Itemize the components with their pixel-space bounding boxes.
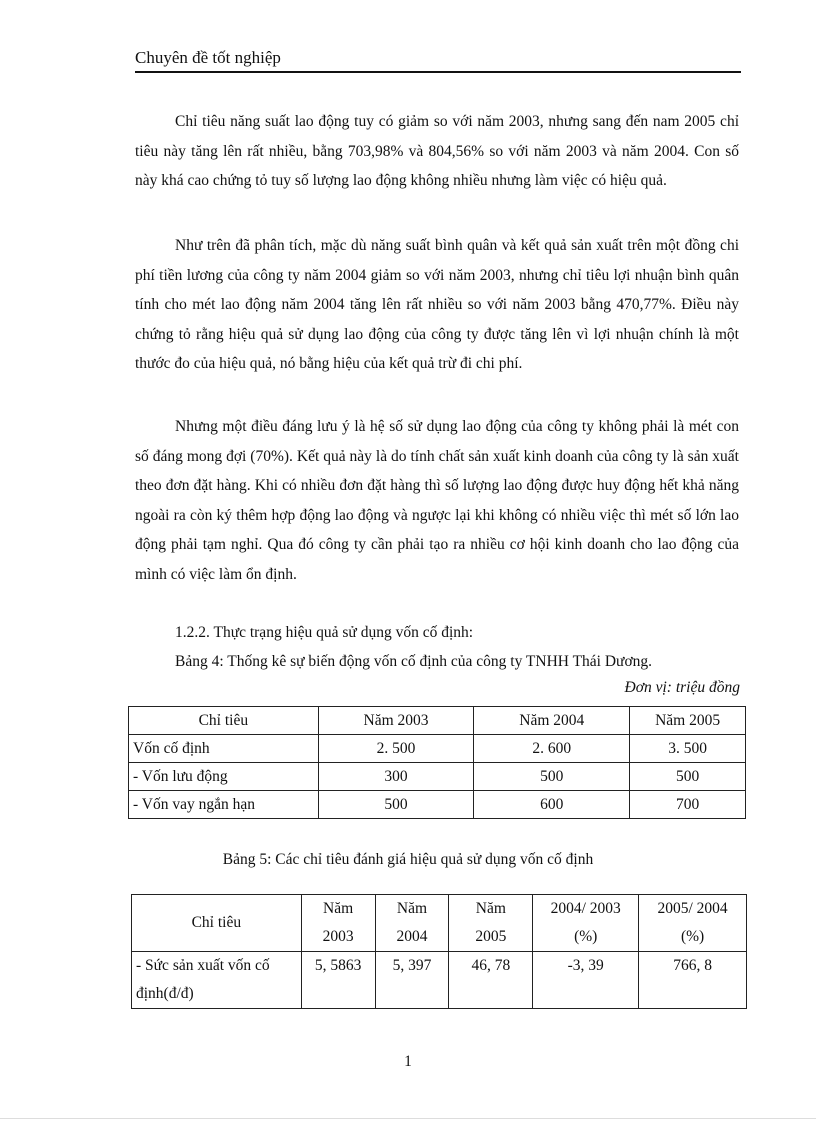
table-cell: 700 <box>630 791 746 819</box>
table-cell: 5, 397 <box>375 952 449 1009</box>
table-cell: 46, 78 <box>449 952 533 1009</box>
table-cell: 5, 5863 <box>301 952 375 1009</box>
table4-header-row <box>129 707 746 735</box>
header-line-1: Năm <box>323 900 354 917</box>
table5-header-cell <box>375 895 449 952</box>
page-header: Chuyên đề tốt nghiệp <box>135 48 741 73</box>
table5-header-cell <box>449 895 533 952</box>
table-cell: -3, 39 <box>533 952 639 1009</box>
table4-header-cell: Năm 2005 <box>630 707 746 735</box>
table5-caption: Bảng 5: Các chỉ tiêu đánh giá hiệu quả sử dụng vốn cố định <box>222 851 594 868</box>
table4-caption: Bảng 4: Thống kê sự biến động vốn cố định của công ty TNHH Thái Dương. <box>175 653 653 670</box>
header-line-1: Năm <box>475 900 506 917</box>
table-cell: 3. 500 <box>630 735 746 763</box>
table4-header-cell: Năm 2004 <box>474 707 630 735</box>
table5-header-cell <box>639 895 747 952</box>
header-line-1: 2004/ 2003 <box>550 900 621 917</box>
table-cell: 2. 500 <box>318 735 474 763</box>
table-row <box>129 763 746 791</box>
table5-header-cell <box>301 895 375 952</box>
table4-header-cell: Năm 2003 <box>318 707 474 735</box>
header-line-2: 2003 <box>322 928 354 945</box>
header-line-2: (%) <box>680 928 705 945</box>
table-cell: Vốn cố định <box>129 735 319 763</box>
table5-header-row <box>132 895 747 952</box>
table-cell: - Vốn vay ngắn hạn <box>129 791 319 819</box>
table4 <box>128 706 746 819</box>
table-cell: - Vốn lưu động <box>129 763 319 791</box>
label-line-2: định(đ/đ) <box>136 985 194 1002</box>
header-line-1: 2005/ 2004 <box>657 900 728 917</box>
table4-header-cell: Chỉ tiêu <box>129 707 319 735</box>
table5 <box>131 894 747 1009</box>
table-cell: 500 <box>318 791 474 819</box>
page-number: 1 <box>404 1053 412 1070</box>
header-line-2: 2004 <box>396 928 428 945</box>
label-line-1: - Sức sản xuất vốn cố <box>136 957 270 974</box>
header-line-1: Năm <box>396 900 428 917</box>
paragraph-2: Như trên đã phân tích, mặc dù năng suất bình quân và kết quả sản xuất trên một đồng chi phí tiền lương của công ty năm 2004 giảm so với năm 2003, nhưng chỉ tiêu lợi nhuận bình quân tính cho mét lao động năm 2004 tăng lên rất nhiều so với năm 2003 bằng 470,77%. Điều này chứng tỏ rằng hiệu quả sử dụng lao động của công ty được tăng lên vì lợi nhuận chính là một thước đo của hiệu quả, nó bằng hiệu của kết quả trừ đi chi phí. <box>135 237 739 372</box>
table-cell: 300 <box>318 763 474 791</box>
section-heading: 1.2.2. Thực trạng hiệu quả sử dụng vốn cố định: <box>175 624 474 641</box>
paragraph-1: Chỉ tiêu năng suất lao động tuy có giảm so với năm 2003, nhưng sang đến nam 2005 chỉ tiêu này tăng lên rất nhiều, bằng 703,98% và 804,56% so với năm 2003 và năm 2004. Con số này khá cao chứng tỏ tuy số lượng lao động không nhiều nhưng làm việc có hiệu quả. <box>135 113 739 189</box>
table-row <box>132 952 747 1009</box>
table-row <box>129 791 746 819</box>
table5-header-cell <box>132 895 302 952</box>
table-cell: 766, 8 <box>639 952 747 1009</box>
paragraph-3: Nhưng một điều đáng lưu ý là hệ số sử dụng lao động của công ty không phải là mét con số đáng mong đợi (70%). Kết quả này là do tính chất sản xuất kinh doanh của công ty là sản xuất theo đơn đặt hàng. Khi có nhiều đơn đặt hàng thì số lượng lao động được huy động hết khả năng ngoài ra còn ký thêm hợp động lao động và ngược lại khi không có nhiều việc thì mét số lớn lao động phải tạm nghỉ. Qua đó công ty cần phải tạo ra nhiều cơ hội kinh doanh cho lao động của mình có việc làm ổn định. <box>135 418 739 583</box>
header-line-2: 2005 <box>475 928 507 945</box>
header-text: Chỉ tiêu <box>191 914 242 931</box>
table-row <box>129 735 746 763</box>
table-cell: 500 <box>474 763 630 791</box>
table-cell: 500 <box>630 763 746 791</box>
table-cell: 600 <box>474 791 630 819</box>
page-bottom-edge <box>0 1118 816 1119</box>
table4-unit: Đơn vị: triệu đồng <box>624 679 740 696</box>
table-cell: 2. 600 <box>474 735 630 763</box>
table5-header-cell <box>533 895 639 952</box>
header-line-2: (%) <box>574 928 598 945</box>
table-cell <box>132 952 302 1009</box>
